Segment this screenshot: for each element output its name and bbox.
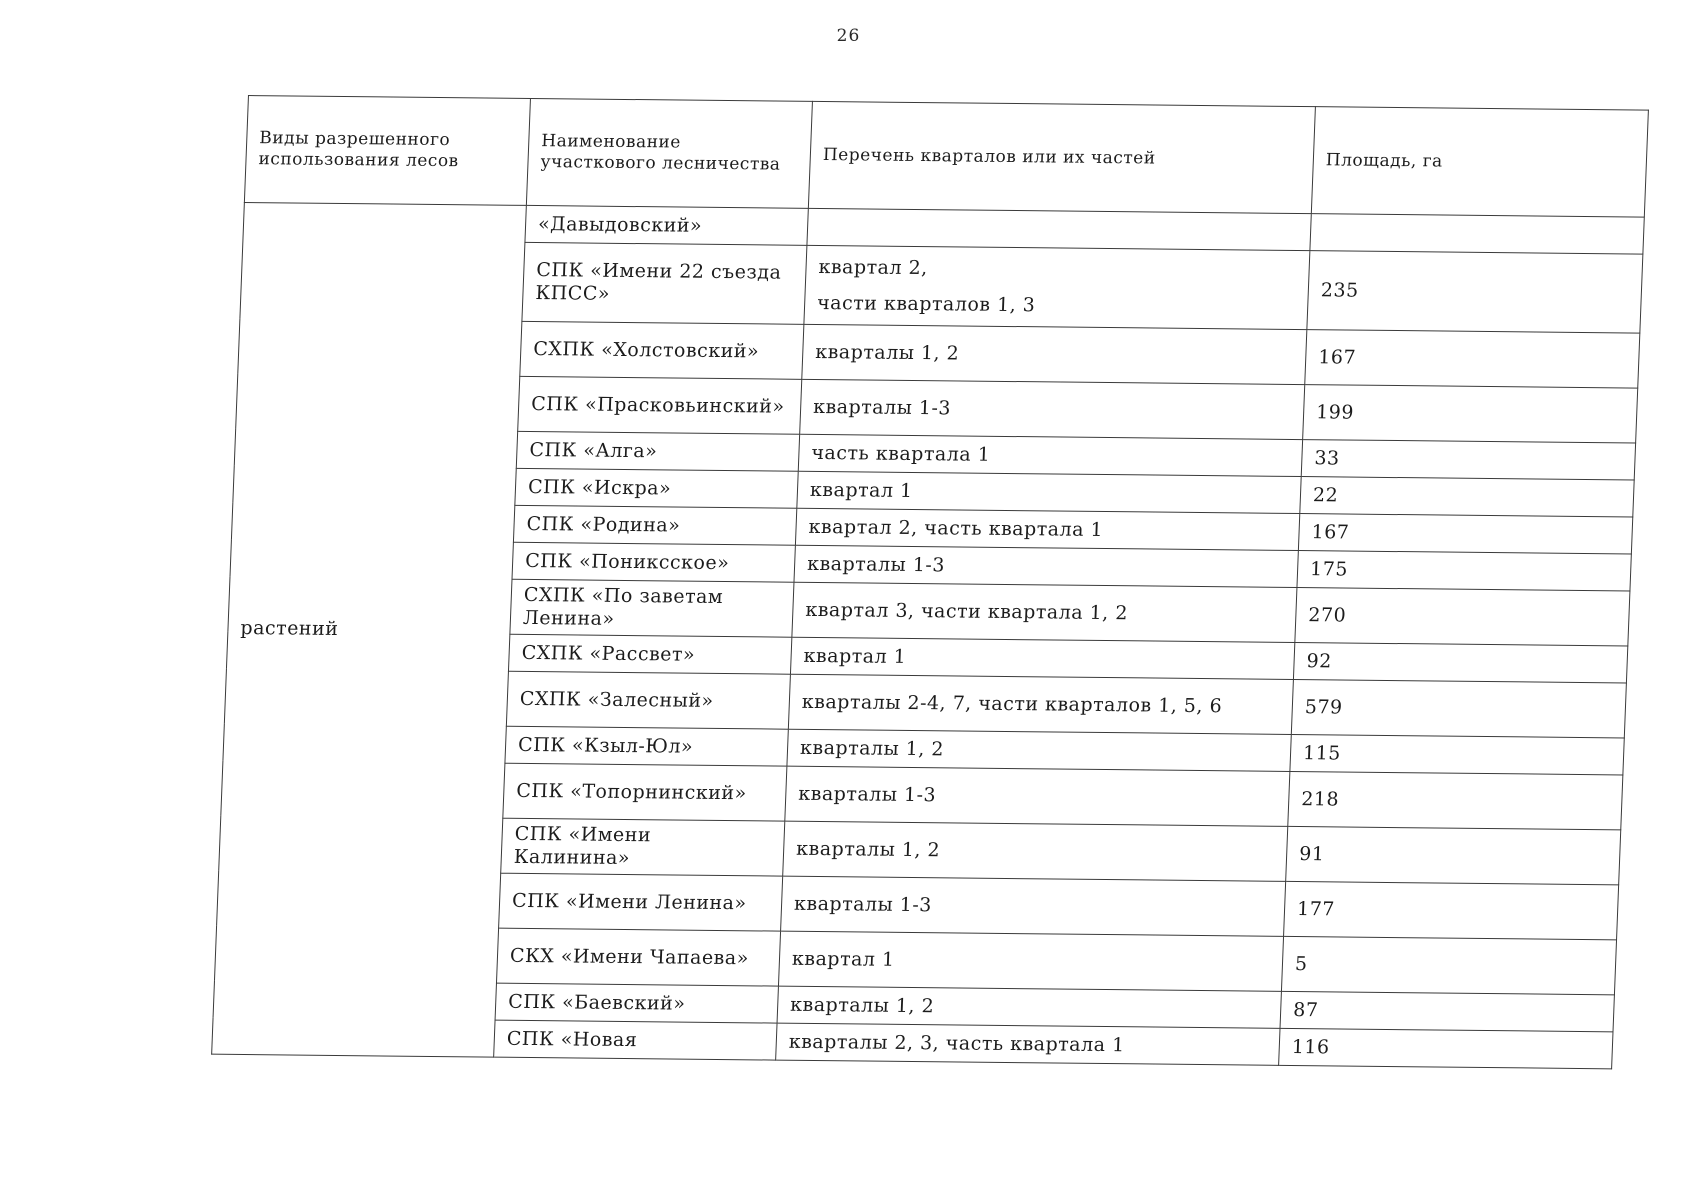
forestry-name-cell: «Давыдовский» xyxy=(525,205,808,245)
forestry-name-cell: СПК «Имени Ленина» xyxy=(499,873,783,931)
quarter-list-cell: квартал 2, часть квартала 1 xyxy=(795,508,1299,550)
forestry-name-cell: СХПК «По заветам Ленина» xyxy=(510,579,794,637)
forestry-name-cell: СХПК «Холстовский» xyxy=(520,321,804,379)
area-cell: 177 xyxy=(1284,881,1619,939)
area-cell: 116 xyxy=(1279,1028,1613,1068)
area-cell: 87 xyxy=(1280,991,1614,1031)
quarter-list-cell: кварталы 1, 2 xyxy=(783,821,1288,881)
area-cell: 167 xyxy=(1305,330,1640,388)
forestry-name-cell: СПК «Баевский» xyxy=(495,983,778,1023)
forestry-name-cell: СПК «Алга» xyxy=(516,431,799,471)
area-cell: 235 xyxy=(1307,251,1643,333)
quarter-list-cell xyxy=(807,208,1311,250)
area-cell: 167 xyxy=(1298,514,1632,554)
quarter-list-line: части кварталов 1, 3 xyxy=(816,291,1036,317)
forestry-name-cell: СПК «Пониксское» xyxy=(512,542,795,582)
quarter-list-cell: часть квартала 1 xyxy=(798,434,1302,476)
forestry-name-cell: СПК «Родина» xyxy=(513,505,796,545)
forestry-name-cell: СПК «Новая xyxy=(494,1020,777,1060)
forest-use-table xyxy=(211,95,1649,1069)
area-cell: 218 xyxy=(1288,771,1623,829)
quarter-list-cell: кварталы 1, 2 xyxy=(777,986,1281,1028)
header-forestry-name: Наименование участкового лесничества xyxy=(526,98,812,208)
permitted-use-type-cell: растений xyxy=(212,202,527,1057)
header-permitted-use-types: Виды разрешенного использования лесов xyxy=(244,96,530,206)
forestry-name-cell: СПК «Кзыл-Юл» xyxy=(505,726,788,766)
forestry-name-cell: СКХ «Имени Чапаева» xyxy=(496,928,780,986)
forestry-name-cell: СПК «Искра» xyxy=(515,468,798,508)
quarter-list-cell xyxy=(804,245,1310,329)
area-cell: 22 xyxy=(1300,477,1634,517)
quarter-list-cell: кварталы 1-3 xyxy=(794,545,1298,587)
area-cell: 199 xyxy=(1303,385,1638,443)
quarter-list-cell: кварталы 1-3 xyxy=(800,379,1305,439)
forest-use-table-wrapper xyxy=(211,95,1648,1069)
forestry-name-cell: СПК «Имени Калинина» xyxy=(501,818,785,876)
area-cell xyxy=(1310,214,1644,254)
area-cell: 115 xyxy=(1290,734,1624,774)
quarter-list-cell: кварталы 1, 2 xyxy=(787,729,1291,771)
quarter-list-cell: кварталы 1-3 xyxy=(785,766,1290,826)
area-cell: 5 xyxy=(1281,936,1616,994)
area-cell: 175 xyxy=(1297,551,1631,591)
header-area: Площадь, га xyxy=(1311,107,1648,217)
forestry-name-cell: СПК «Имени 22 съезда КПСС» xyxy=(522,242,807,324)
quarter-list-cell: квартал 3, части квартала 1, 2 xyxy=(792,582,1297,642)
quarter-list-cell: квартал 1 xyxy=(778,931,1283,991)
quarter-list-cell: кварталы 2, 3, часть квартала 1 xyxy=(776,1023,1280,1065)
table-header-row xyxy=(244,96,1648,218)
header-quarter-list: Перечень кварталов или их частей xyxy=(808,101,1315,213)
quarter-list-cell: кварталы 1-3 xyxy=(781,876,1286,936)
page-number: 26 xyxy=(836,26,861,46)
quarter-list-cell: кварталы 1, 2 xyxy=(802,324,1307,384)
quarter-list-cell: квартал 1 xyxy=(797,471,1301,513)
area-cell: 92 xyxy=(1293,642,1627,682)
forestry-name-cell: СПК «Топорнинский» xyxy=(503,763,787,821)
forestry-name-cell: СХПК «Залесный» xyxy=(506,671,790,729)
area-cell: 33 xyxy=(1301,440,1635,480)
quarter-list-line: квартал 2, xyxy=(818,255,929,280)
quarter-list-cell: квартал 1 xyxy=(790,637,1294,679)
area-cell: 270 xyxy=(1295,588,1630,646)
forestry-name-cell: СХПК «Рассвет» xyxy=(508,634,791,674)
area-cell: 91 xyxy=(1286,826,1621,884)
forestry-name-cell: СПК «Прасковьинский» xyxy=(518,376,802,434)
quarter-list-cell: кварталы 2-4, 7, части кварталов 1, 5, 6 xyxy=(788,674,1293,734)
area-cell: 579 xyxy=(1291,679,1626,737)
